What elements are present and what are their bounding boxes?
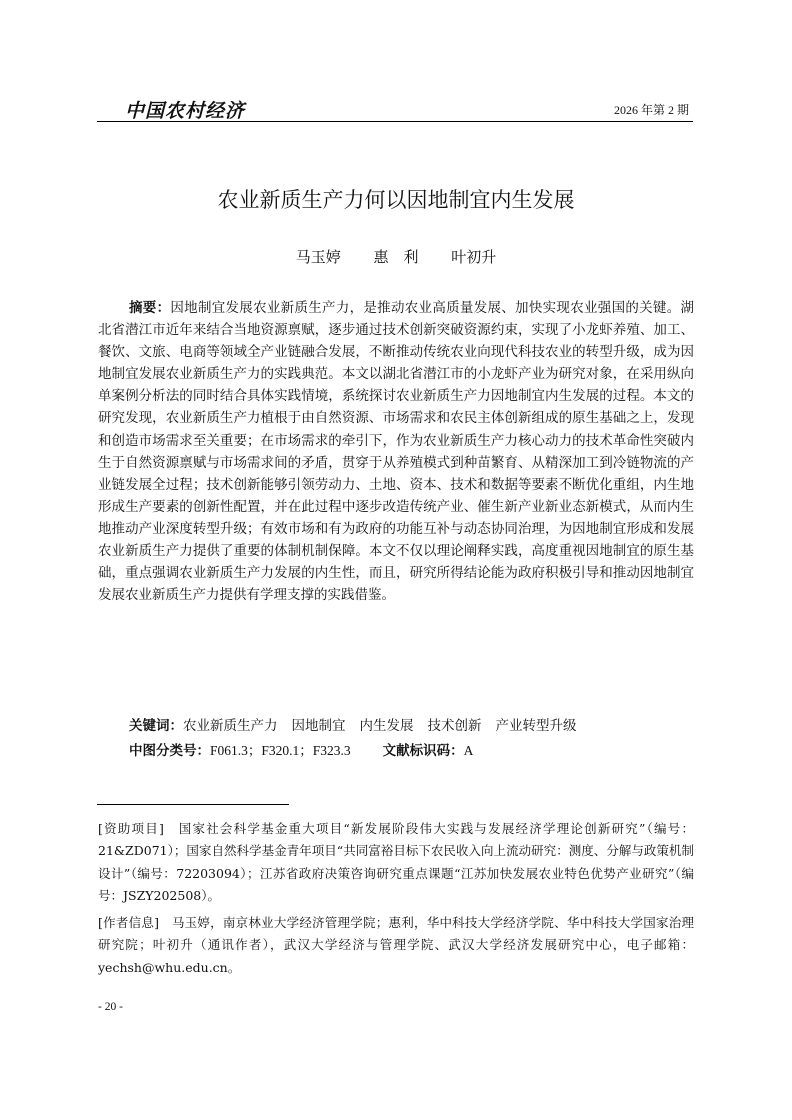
keyword-item: 内生发展 <box>359 718 414 734</box>
clc-label: 中图分类号： <box>129 743 210 759</box>
abstract-label: 摘要： <box>129 300 171 316</box>
author-info-text: 马玉婷，南京林业大学经济管理学院；惠利，华中科技大学经济学院、华中科技大学国家治理研究院；叶初升（通讯作者），武汉大学经济与管理学院、武汉大学经济发展研究中心，电子邮箱：yechsh@whu.edu.cn。 <box>98 915 694 975</box>
author-2: 惠 利 <box>373 248 419 266</box>
keyword-item: 因地制宜 <box>291 718 346 734</box>
author-info-label: [作者信息] <box>98 915 159 930</box>
page-number: - 20 - <box>98 1001 123 1013</box>
funding-label: [资助项目] <box>98 821 164 836</box>
issue-label: 2026 年第 2 期 <box>613 103 689 117</box>
keyword-item: 农业新质生产力 <box>183 718 278 734</box>
author-3: 叶初升 <box>451 248 497 266</box>
funding-footnote <box>98 818 694 907</box>
keyword-item: 产业转型升级 <box>495 718 577 734</box>
doc-code-label: 文献标识码： <box>382 743 464 759</box>
funding-text: 国家社会科学基金重大项目“新发展阶段伟大实践与发展经济学理论创新研究”（编号：21&ZD071）；国家自然科学基金青年项目“共同富裕目标下农民收入向上流动研究：测度、分解与政策机制设计”（编号：72203094）；江苏省政府决策咨询研究重点课题“江苏加快发展农业特色优势产业研究”（编号：JSZY202508）。 <box>98 821 694 903</box>
abstract-text: 因地制宜发展农业新质生产力，是推动农业高质量发展、加快实现农业强国的关键。湖北省潜江市近年来结合当地资源禀赋，逐步通过技术创新突破资源约束，实现了小龙虾养殖、加工、餐饮、文旅、电商等领域全产业链融合发展，不断推动传统农业向现代科技农业的转型升级，成为因地制宜发展农业新质生产力的实践典范。本文以湖北省潜江市的小龙虾产业为研究对象，在采用纵向单案例分析法的同时结合具体实践情境，系统探讨农业新质生产力因地制宜内生发展的过程。本文的研究发现，农业新质生产力植根于由自然资源、市场需求和农民主体创新组成的原生基础之上，发现和创造市场需求至关重要；在市场需求的牵引下，作为农业新质生产力核心动力的技术革命性突破内生于自然资源禀赋与市场需求间的矛盾，贯穿于从养殖模式到种苗繁育、从精深加工到冷链物流的产业链发展全过程；技术创新能够引领劳动力、土地、资本、技术和数据等要素不断优化重组，内生地形成生产要素的创新性配置，并在此过程中逐步改造传统产业、催生新产业新业态新模式，从而内生地推动产业深度转型升级；有效市场和有为政府的功能互补与动态协同治理，为因地制宜形成和发展农业新质生产力提供了重要的体制机制保障。本文不仅以理论阐释实践，高度重视因地制宜的原生基础，重点强调农业新质生产力发展的内生性，而且，研究所得结论能为政府积极引导和推动因地制宜发展农业新质生产力提供有学理支撑的实践借鉴。 <box>98 300 695 604</box>
author-list <box>0 246 792 267</box>
article-title: 农业新质生产力何以因地制宜内生发展 <box>217 188 575 212</box>
header-rule <box>97 121 693 122</box>
footnote-rule <box>97 804 289 805</box>
keyword-item: 技术创新 <box>427 718 482 734</box>
keywords-label: 关键词： <box>129 718 183 734</box>
abstract <box>98 297 694 606</box>
doc-code-value: A <box>463 743 474 758</box>
journal-logo: 中国农村经济 <box>125 100 246 122</box>
author-info-footnote <box>98 912 694 979</box>
author-1: 马玉婷 <box>295 248 341 266</box>
classification-line <box>129 739 473 759</box>
running-header <box>97 96 693 122</box>
clc-value: F061.3；F320.1；F323.3 <box>210 743 351 758</box>
keywords <box>129 714 591 734</box>
